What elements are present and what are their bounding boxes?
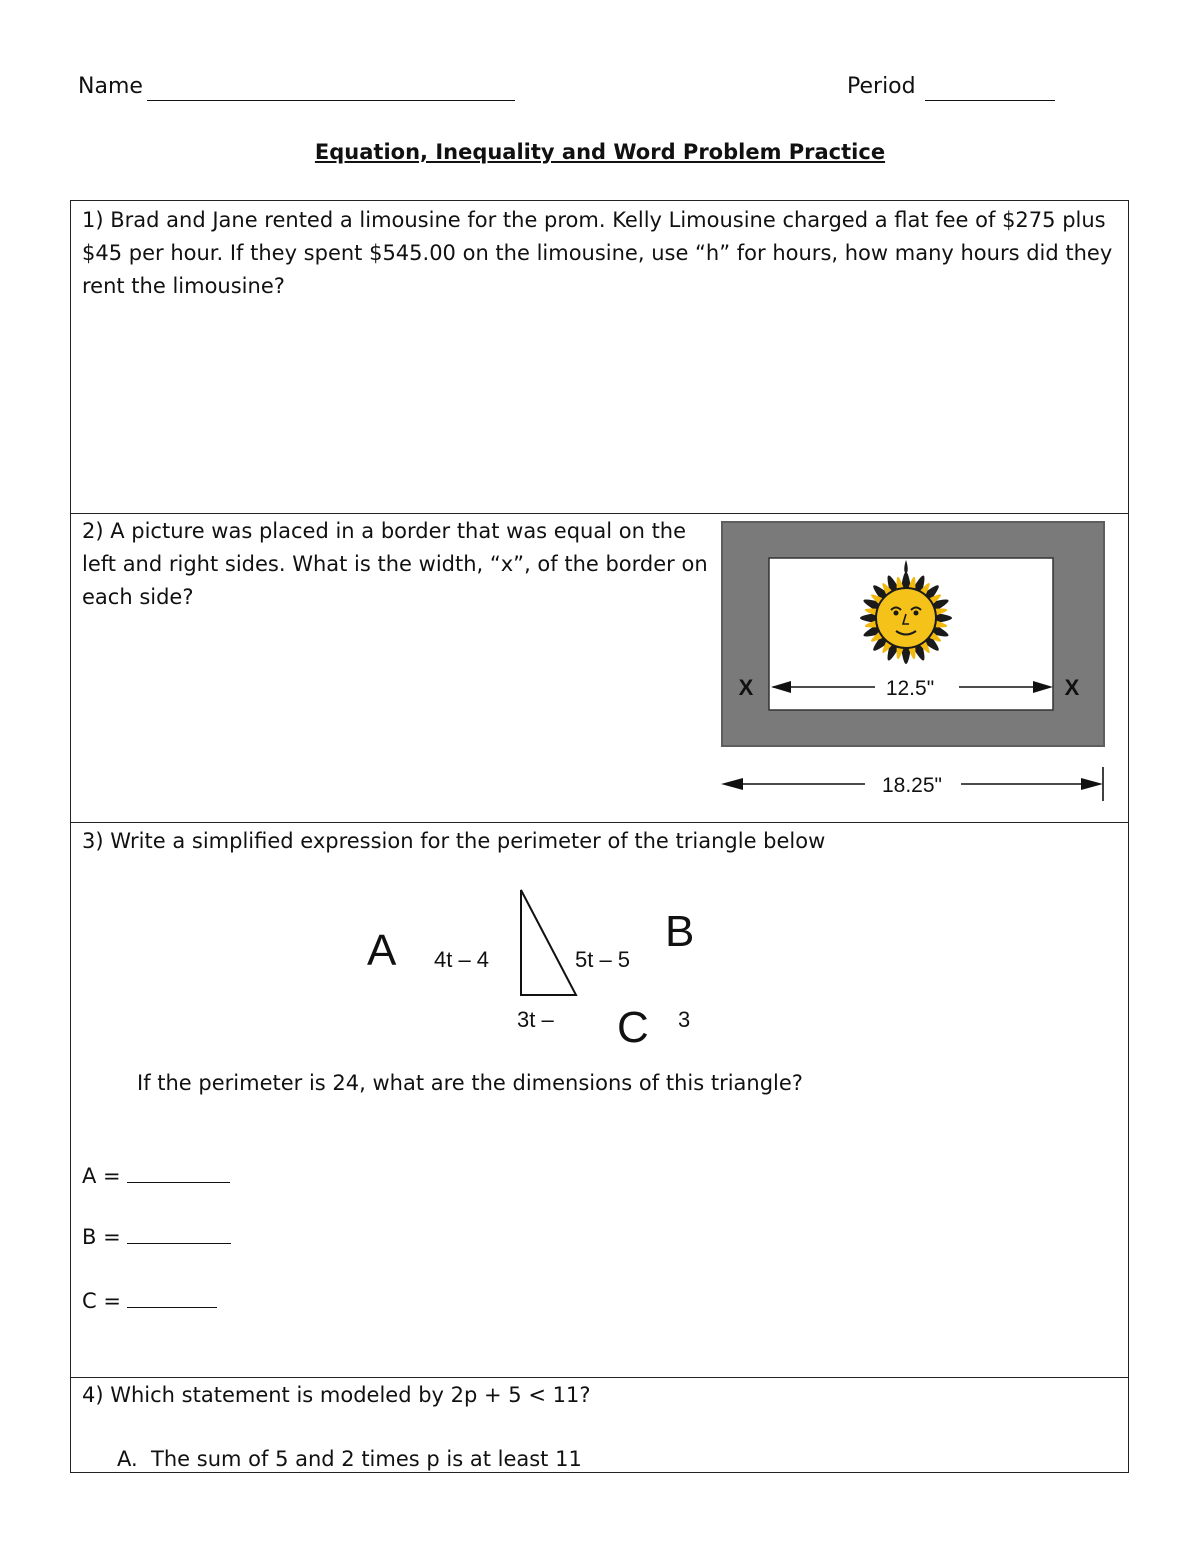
name-label: Name <box>78 74 143 99</box>
option-a-letter: A. <box>117 1447 138 1471</box>
question-2-text: 2) A picture was placed in a border that was equal on the left and right sides. What is the width, “x”, of the border on each side? <box>82 519 708 609</box>
side-c-extra: 3 <box>678 1007 691 1032</box>
period-label: Period <box>847 74 916 99</box>
answer-b-row <box>82 1225 231 1249</box>
answer-a-row <box>82 1164 230 1188</box>
border-figure <box>715 518 1115 808</box>
option-a-text: The sum of 5 and 2 times p is at least 11 <box>151 1447 582 1471</box>
worksheet-title: Equation, Inequality and Word Problem Practice <box>314 140 886 164</box>
triangle-label-c: C <box>617 1003 649 1050</box>
row-divider-3 <box>70 1377 1129 1378</box>
side-c-expression: 3t – <box>517 1007 554 1032</box>
answer-b-label: B = <box>82 1225 121 1249</box>
answer-b-field[interactable] <box>127 1225 231 1244</box>
name-field[interactable] <box>147 78 515 101</box>
side-b-expression: 5t – 5 <box>575 947 631 972</box>
border-x-left-label: X <box>738 675 754 700</box>
triangle-shape <box>521 890 576 995</box>
row-divider-1 <box>70 513 1129 514</box>
outer-width-label: 18.25" <box>881 774 943 797</box>
triangle-figure <box>355 880 715 1050</box>
answer-c-row <box>82 1289 217 1313</box>
question-4-option-a[interactable] <box>117 1443 1017 1476</box>
answer-c-field[interactable] <box>127 1289 217 1308</box>
side-a-expression: 4t – 4 <box>434 947 490 972</box>
answer-a-label: A = <box>82 1164 121 1188</box>
period-field[interactable] <box>925 78 1055 101</box>
triangle-label-a: A <box>367 926 397 975</box>
border-x-right-label: X <box>1064 675 1080 700</box>
question-3-text: 3) Write a simplified expression for the perimeter of the triangle below <box>82 829 826 853</box>
row-divider-2 <box>70 822 1129 823</box>
question-4-text: 4) Which statement is modeled by 2p + 5 < 11? <box>82 1383 591 1407</box>
inner-width-label: 12.5" <box>885 677 935 700</box>
answer-c-label: C = <box>82 1289 121 1313</box>
question-1-text: 1) Brad and Jane rented a limousine for the prom. Kelly Limousine charged a flat fee of $275 plus $45 per hour. If they spent $545.00 on the limousine, use “h” for hours, how many hours did they rent the limousine? <box>82 208 1113 298</box>
question-3-followup: If the perimeter is 24, what are the dimensions of this triangle? <box>137 1071 803 1095</box>
answer-a-field[interactable] <box>127 1164 230 1183</box>
triangle-label-b: B <box>665 907 695 956</box>
